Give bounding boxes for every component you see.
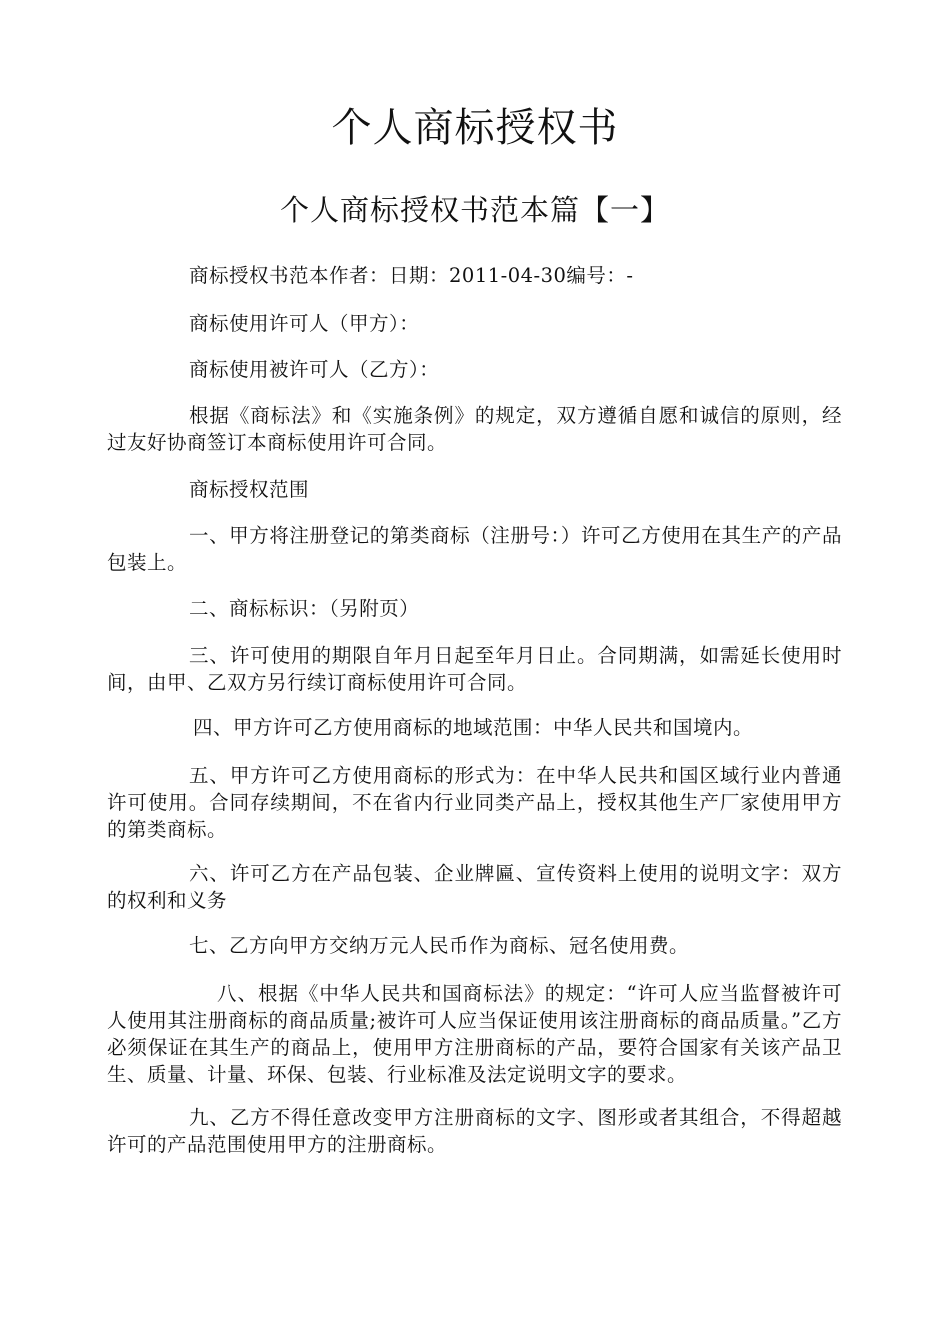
paragraph-clause-3: 三、许可使用的期限自年月日起至年月日止。合同期满，如需延长使用时间，由甲、乙双方另行续订商标使用许可合同。 [107,644,842,694]
paragraph-clause-1: 一、甲方将注册登记的第类商标（注册号：）许可乙方使用在其生产的产品包装上。 [107,524,842,574]
paragraph-clause-6: 六、许可乙方在产品包装、企业牌匾、宣传资料上使用的说明文字：双方的权利和义务 [107,862,842,912]
paragraph-clause-4: 四、甲方许可乙方使用商标的地域范围：中华人民共和国境内。 [193,716,754,739]
paragraph-clause-7: 七、乙方向甲方交纳万元人民币作为商标、冠名使用费。 [189,934,690,957]
document-title: 个人商标授权书 [331,105,619,151]
paragraph-author-date: 商标授权书范本作者：日期：2011-04-30编号：- [189,264,634,287]
paragraph-preamble: 根据《商标法》和《实施条例》的规定，双方遵循自愿和诚信的原则，经过友好协商签订本商标使用许可合同。 [107,404,842,454]
paragraph-clause-8: 八、根据《中华人民共和国商标法》的规定：“许可人应当监督被许可人使用其注册商标的商品质量;被许可人应当保证使用该注册商标的商品质量。”乙方必须保证在其生产的商品上，使用甲方注册商标的产品，要符合国家有关该产品卫生、质量、计量、环保、包装、行业标准及法定说明文字的要求。 [107,982,842,1086]
paragraph-clause-9: 九、乙方不得任意改变甲方注册商标的文字、图形或者其组合，不得超越许可的产品范围使用甲方的注册商标。 [107,1106,842,1156]
paragraph-clause-2: 二、商标标识：（另附页） [189,597,420,620]
document-subtitle: 个人商标授权书范本篇【一】 [279,193,670,227]
paragraph-licensor: 商标使用许可人（甲方）： [189,312,420,335]
paragraph-licensee: 商标使用被许可人（乙方）： [189,358,440,381]
paragraph-scope-heading: 商标授权范围 [189,478,310,501]
paragraph-clause-5: 五、甲方许可乙方使用商标的形式为：在中华人民共和国区域行业内普通许可使用。合同存续期间，不在省内行业同类产品上，授权其他生产厂家使用甲方的第类商标。 [107,764,842,841]
